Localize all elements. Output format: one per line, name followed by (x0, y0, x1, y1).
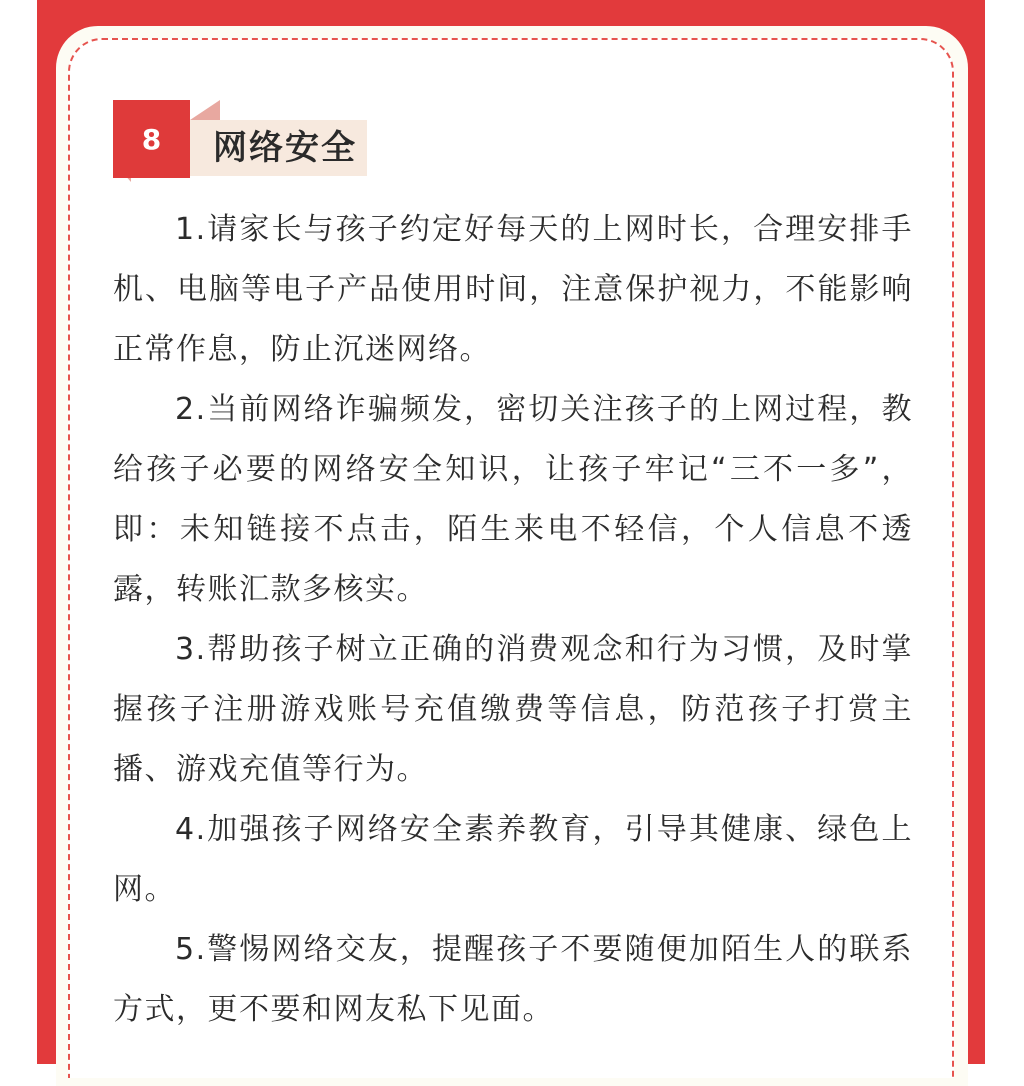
paragraph-5: 5.警惕网络交友，提醒孩子不要随便加陌生人的联系方式，更不要和网友私下见面。 (113, 932, 913, 1027)
section-title: 网络安全 (213, 128, 357, 168)
paragraph-3: 3.帮助孩子树立正确的消费观念和行为习惯，及时掌握孩子注册游戏账号充值缴费等信息，防范孩子打赏主播、游戏充值等行为。 (113, 632, 913, 787)
section-number-badge: 8 (113, 100, 190, 178)
heading-fold-decoration (190, 100, 220, 120)
paragraph-4: 4.加强孩子网络安全素养教育，引导其健康、绿色上网。 (113, 812, 913, 907)
paragraph-2: 2.当前网络诈骗频发，密切关注孩子的上网过程，教给孩子必要的网络安全知识，让孩子牢记“三不一多”，即：未知链接不点击，陌生来电不轻信，个人信息不透露，转账汇款多核实。 (113, 392, 913, 607)
paragraph-1: 1.请家长与孩子约定好每天的上网时长，合理安排手机、电脑等电子产品使用时间，注意保护视力，不能影响正常作息，防止沉迷网络。 (113, 212, 913, 367)
section-content (113, 200, 913, 1040)
section-heading (113, 100, 373, 182)
